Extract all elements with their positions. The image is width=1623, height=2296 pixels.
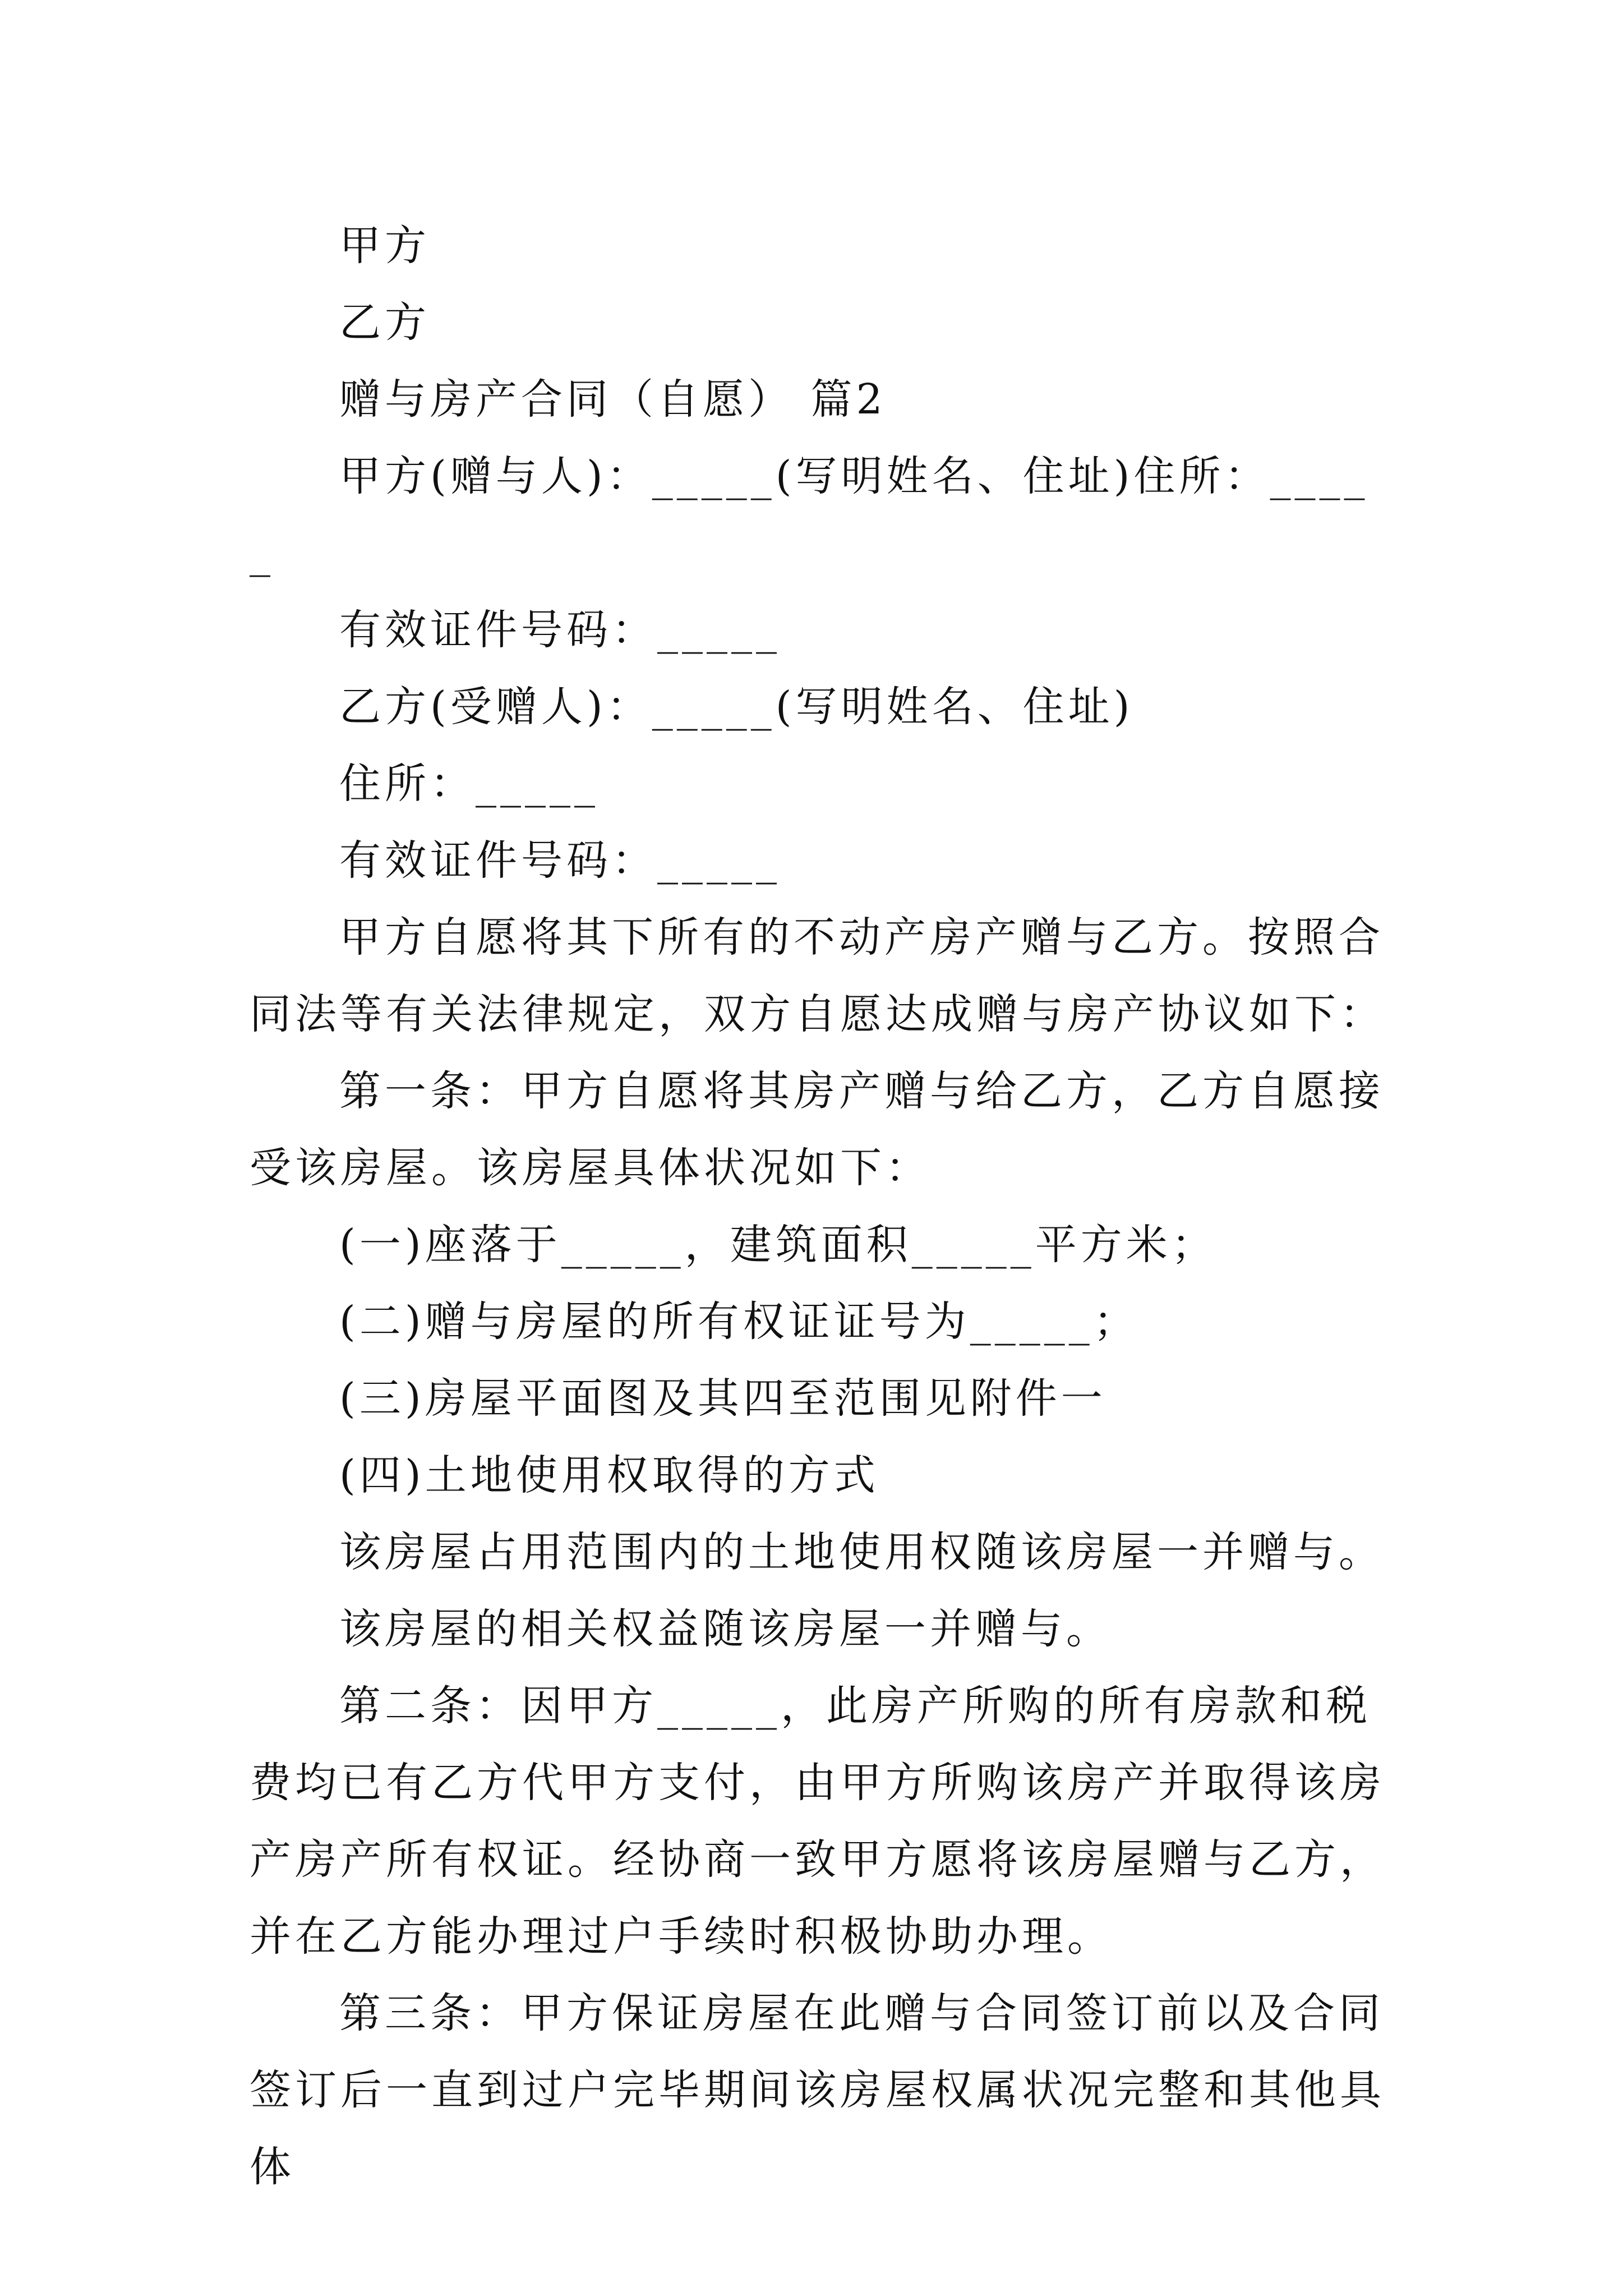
party-a-label: 甲方 xyxy=(339,222,430,270)
party-b-residence-line: 住所：_____ xyxy=(339,760,599,808)
section-title: 赠与房产合同（自愿） 篇2 xyxy=(339,375,887,424)
article-three-paragraph: 第三条：甲方保证房屋在此赠与合同签订前以及合同签订后一直到过户完毕期间该房屋权属状况完整和其他具体 xyxy=(250,1989,1385,2191)
preamble-paragraph: 甲方自愿将其下所有的不动产房产赠与乙方。按照合同法等有关法律规定，双方自愿达成赠与房产协议如下： xyxy=(250,913,1385,1038)
clause-certificate-number: (二)赠与房屋的所有权证证号为_____； xyxy=(339,1297,1139,1346)
party-b-label: 乙方 xyxy=(339,298,430,347)
article-two-paragraph: 第二条：因甲方_____，此房产所购的所有房款和税费均已有乙方代甲方支付，由甲方所购该房产并取得该房产房产所有权证。经协商一致甲方愿将该房屋赠与乙方，并在乙方能办理过户手续时积极协助办理。 xyxy=(250,1682,1385,1961)
article-one-paragraph: 第一条：甲方自愿将其房产赠与给乙方，乙方自愿接受该房屋。该房屋具体状况如下： xyxy=(250,1067,1384,1192)
party-a-id-line: 有效证件号码：_____ xyxy=(339,606,781,654)
clause-location-area: (一)座落于_____，建筑面积_____平方米； xyxy=(339,1221,1217,1269)
contract-body xyxy=(250,208,1385,2206)
land-use-right-paragraph: 该房屋占用范围内的土地使用权随该房屋一并赠与。 xyxy=(339,1528,1384,1576)
party-b-id-line: 有效证件号码：_____ xyxy=(339,836,781,885)
party-a-donor-line: 甲方(赠与人)：_____(写明姓名、住址)住所：_____ xyxy=(250,452,1369,577)
clause-floor-plan: (三)房屋平面图及其四至范围见附件一 xyxy=(339,1374,1106,1423)
clause-land-use-right: (四)土地使用权取得的方式 xyxy=(339,1451,879,1499)
related-rights-paragraph: 该房屋的相关权益随该房屋一并赠与。 xyxy=(339,1605,1112,1653)
party-b-donee-line: 乙方(受赠人)：_____(写明姓名、住址) xyxy=(339,683,1134,731)
